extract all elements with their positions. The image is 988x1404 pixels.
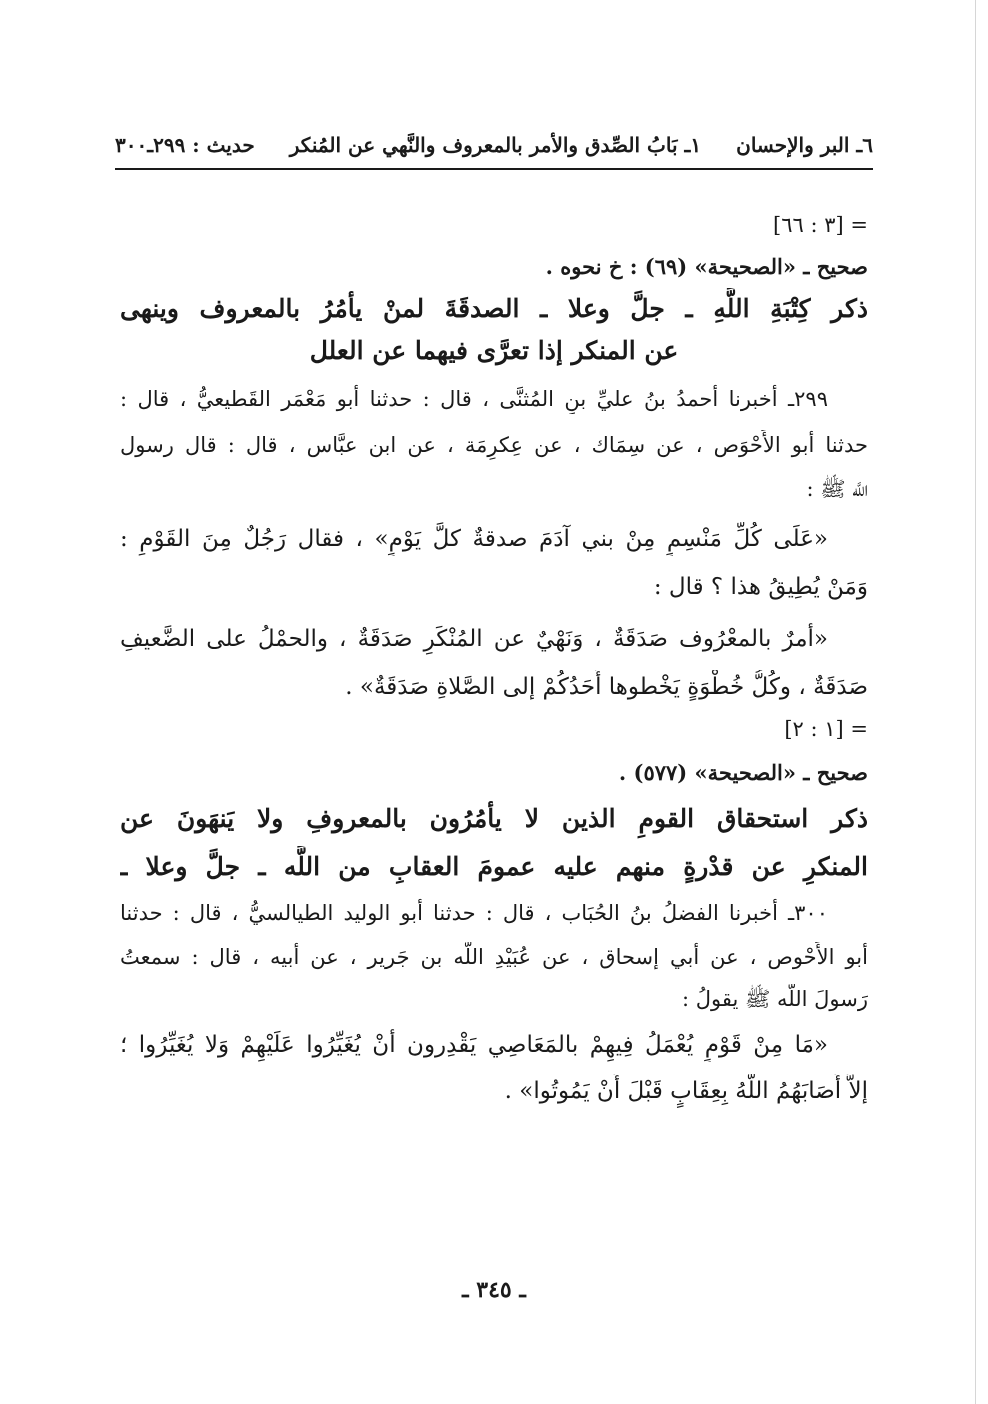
hadith-chain-line: ٢٩٩ـ أخبرنا أحمدُ بنُ عليِّ بنِ المُثنَّى ، قال : حدثنا أبو مَعْمَر القَطيعيُّ ، قال : xyxy=(120,387,828,411)
header-hadith-range: حديث : ٢٩٩ـ٣٠٠ xyxy=(115,133,255,157)
header-rule xyxy=(115,168,873,170)
hadith-chain-line: ٣٠٠ـ أخبرنا الفضلُ بنُ الحُبَاب ، قال : حدثنا أبو الوليد الطيالسيُّ ، قال : حدثنا xyxy=(120,901,828,925)
hadith-chain-line: أبو الأَحْوص ، عن أبي إسحاق ، عن عُبَيْدِ اللَّه بن جَرير ، عن أبيه ، قال : سمعتُ xyxy=(120,945,868,969)
hadith-text-line: «أمرٌ بالمعْرُوف صَدَقَةٌ ، وَنَهْيٌ عن المُنْكَرِ صَدَقَةٌ ، والحمْلُ على الضَّعيفِ xyxy=(120,626,828,652)
section-heading-line: ذكر كِتْبَةِ اللَّهِ ـ جلَّ وعلا ـ الصدقَةَ لمنْ يأمُرُ بالمعروف وينهى xyxy=(120,294,868,323)
header-book-title: ٦ـ البر والإحسان xyxy=(736,133,873,157)
main-text xyxy=(120,200,868,1108)
hadith-text-line: وَمَنْ يُطِيقُ هذا ؟ قال : xyxy=(653,574,868,600)
hadith-text-line: صَدَقَةٌ ، وكُلُّ خُطْوَةٍ يَخْطوها أَحَدُكُمْ إلى الصَّلاةِ صَدَقَةٌ» . xyxy=(345,674,868,700)
section-heading-line: ذكر استحقاق القومِ الذين لا يأمُرُون بالمعروفِ ولا يَنهَونَ عن xyxy=(120,804,868,833)
grading-line: صحيح ـ «الصحيحة» (٥٧٧) . xyxy=(618,760,868,785)
hadith-text-line: إلاَّ أَصَابَهُمُ اللَّهُ بِعِقَابٍ قَبْلَ أَنْ يَمُوتُوا» . xyxy=(504,1078,868,1104)
page-edge-line xyxy=(975,0,976,1404)
section-heading-line: عن المنكر إذا تعرَّى فيهما عن العلل xyxy=(309,336,679,365)
grading-line: صحيح ـ «الصحيحة» (٦٩) : خ نحوه . xyxy=(545,254,868,279)
reference-line: = [٣ : ٦٦] xyxy=(773,213,868,237)
page-number: ـ ٣٤٥ ـ xyxy=(462,1277,526,1303)
header-chapter-title: ١ـ بَابُ الصِّدق والأمر بالمعروف والنَّهي عن المُنكر xyxy=(289,133,702,157)
reference-line: = [١ : ٢] xyxy=(784,717,868,741)
hadith-text-line: «عَلَى كُلِّ مَنْسِمٍ مِنْ بني آدَمَ صدقةٌ كلَّ يَوْمٍ» ، فقال رَجُلٌ مِنَ القَوْمِ : xyxy=(120,526,828,552)
running-header xyxy=(115,126,873,164)
hadith-chain-line: رَسولَ اللَّه ﷺ يقولُ : xyxy=(681,987,868,1011)
section-heading-line: المنكرِ عن قدْرةٍ منهم عليه عمومَ العقابِ من اللَّه ـ جلَّ وعلا ـ xyxy=(120,852,868,881)
hadith-text-line: «مَا مِنْ قَوْمٍ يُعْمَلُ فِيهِمْ بالمَعَاصِي يَقْدِرون أنْ يُغَيِّرُوا عَلَيْهِمْ وَلا يُغَيِّرُوا ؛ xyxy=(120,1032,828,1058)
hadith-chain-line: اللَّه ﷺ : xyxy=(806,477,868,501)
hadith-chain-line: حدثنا أبو الأَحْوَص ، عن سِمَاك ، عن عِكرِمَة ، عن ابن عبَّاس ، قال : قال رسول xyxy=(120,433,868,457)
